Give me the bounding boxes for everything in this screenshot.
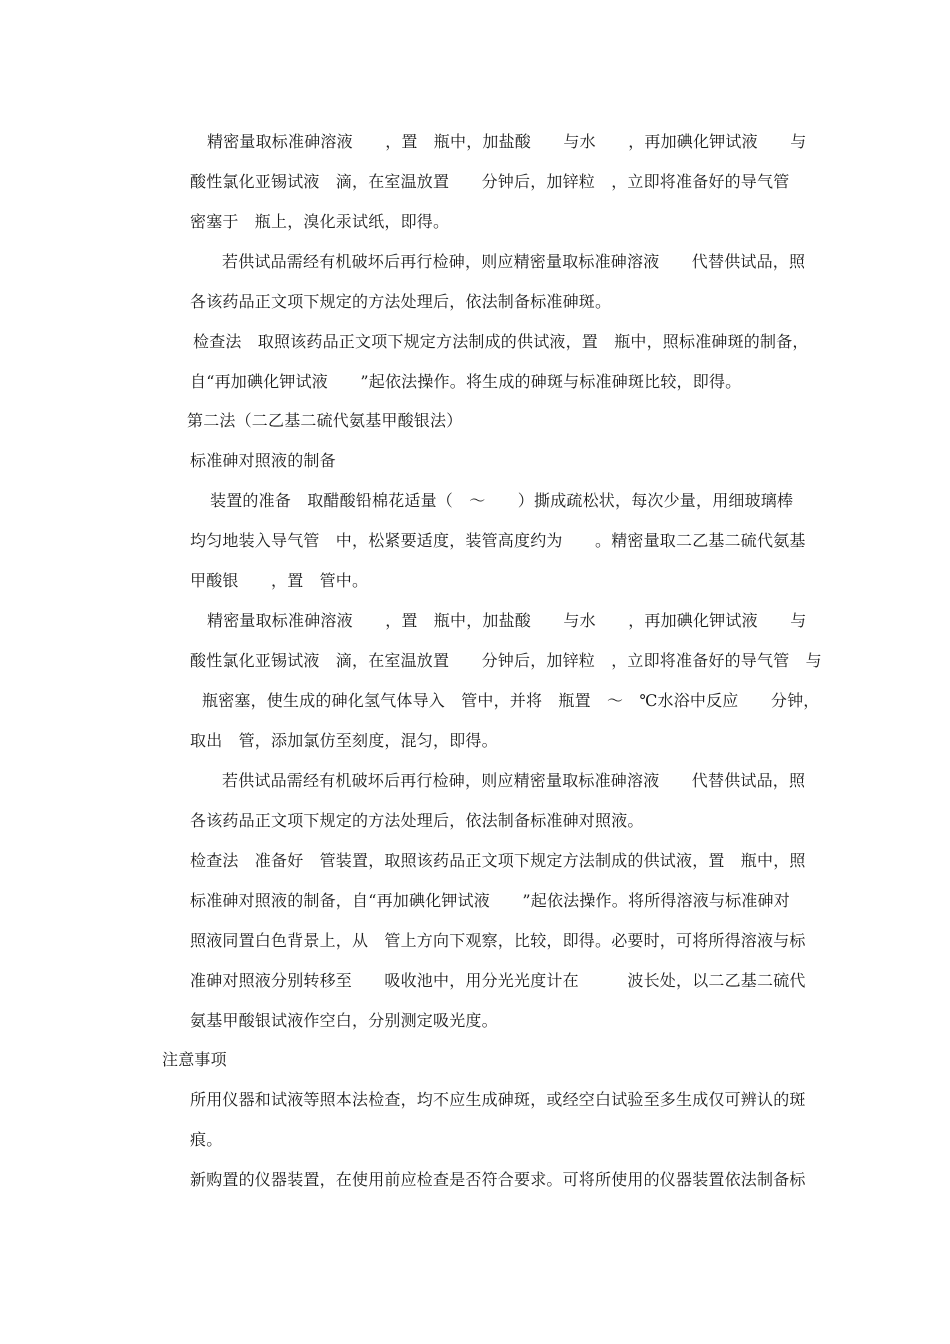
text-line: 新购置的仪器装置，在使用前应检查是否符合要求。可将所使用的仪器装置依法制备标 xyxy=(190,1170,806,1189)
section-heading: 第二法（二乙基二硫代氨基甲酸银法） xyxy=(187,411,463,430)
text-line: 氨基甲酸银试液作空白，分别测定吸光度。 xyxy=(190,1011,498,1030)
text-line: 检查法 准备好 管装置，取照该药品正文项下规定方法制成的供试液，置 瓶中，照 xyxy=(190,851,806,870)
text-line: 密塞于 瓶上，溴化汞试纸，即得。 xyxy=(190,212,450,231)
text-line: 检查法 取照该药品正文项下规定方法制成的供试液，置 瓶中，照标准砷斑的制备， xyxy=(193,332,809,351)
text-line: 准砷对照液分别转移至 吸收池中，用分光光度计在 波长处，以二乙基二硫代 xyxy=(190,971,806,990)
text-line: 痕。 xyxy=(190,1130,223,1149)
text-line: 取出 管，添加氯仿至刻度，混匀，即得。 xyxy=(190,731,498,750)
text-line: 精密量取标准砷溶液 ，置 瓶中，加盐酸 与水 ，再加碘化钾试液 与 xyxy=(207,132,807,151)
text-line: 照液同置白色背景上，从 管上方向下观察，比较，即得。必要时，可将所得溶液与标 xyxy=(190,931,806,950)
section-heading: 注意事项 xyxy=(162,1050,227,1069)
text-line: 甲酸银 ，置 管中。 xyxy=(190,571,369,590)
text-line: 所用仪器和试液等照本法检查，均不应生成砷斑，或经空白试验至多生成仅可辨认的斑 xyxy=(190,1090,806,1109)
text-line: 若供试品需经有机破坏后再行检砷，则应精密量取标准砷溶液 代替供试品，照 xyxy=(222,252,806,271)
text-line: 酸性氯化亚锡试液 滴，在室温放置 分钟后，加锌粒 ，立即将准备好的导气管 xyxy=(190,172,790,191)
subsection-heading: 标准砷对照液的制备 xyxy=(190,451,336,470)
text-line: 精密量取标准砷溶液 ，置 瓶中，加盐酸 与水 ，再加碘化钾试液 与 xyxy=(207,611,807,630)
text-line: 若供试品需经有机破坏后再行检砷，则应精密量取标准砷溶液 代替供试品，照 xyxy=(222,771,806,790)
text-line: 瓶密塞，使生成的砷化氢气体导入 管中，并将 瓶置 ～ ℃水浴中反应 分钟， xyxy=(202,691,820,710)
text-line: 各该药品正文项下规定的方法处理后，依法制备标准砷斑。 xyxy=(190,292,612,311)
text-line: 自“再加碘化钾试液 ”起依法操作。将生成的砷斑与标准砷斑比较，即得。 xyxy=(190,372,742,391)
text-line: 标准砷对照液的制备，自“再加碘化钾试液 ”起依法操作。将所得溶液与标准砷对 xyxy=(190,891,790,910)
text-line: 酸性氯化亚锡试液 滴，在室温放置 分钟后，加锌粒 ，立即将准备好的导气管 与 xyxy=(190,651,822,670)
text-line: 装置的准备 取醋酸铅棉花适量（ ～ ）撕成疏松状，每次少量，用细玻璃棒 xyxy=(210,491,794,510)
text-line: 均匀地装入导气管 中，松紧要适度，装管高度约为 。精密量取二乙基二硫代氨基 xyxy=(190,531,806,550)
text-line: 各该药品正文项下规定的方法处理后，依法制备标准砷对照液。 xyxy=(190,811,644,830)
